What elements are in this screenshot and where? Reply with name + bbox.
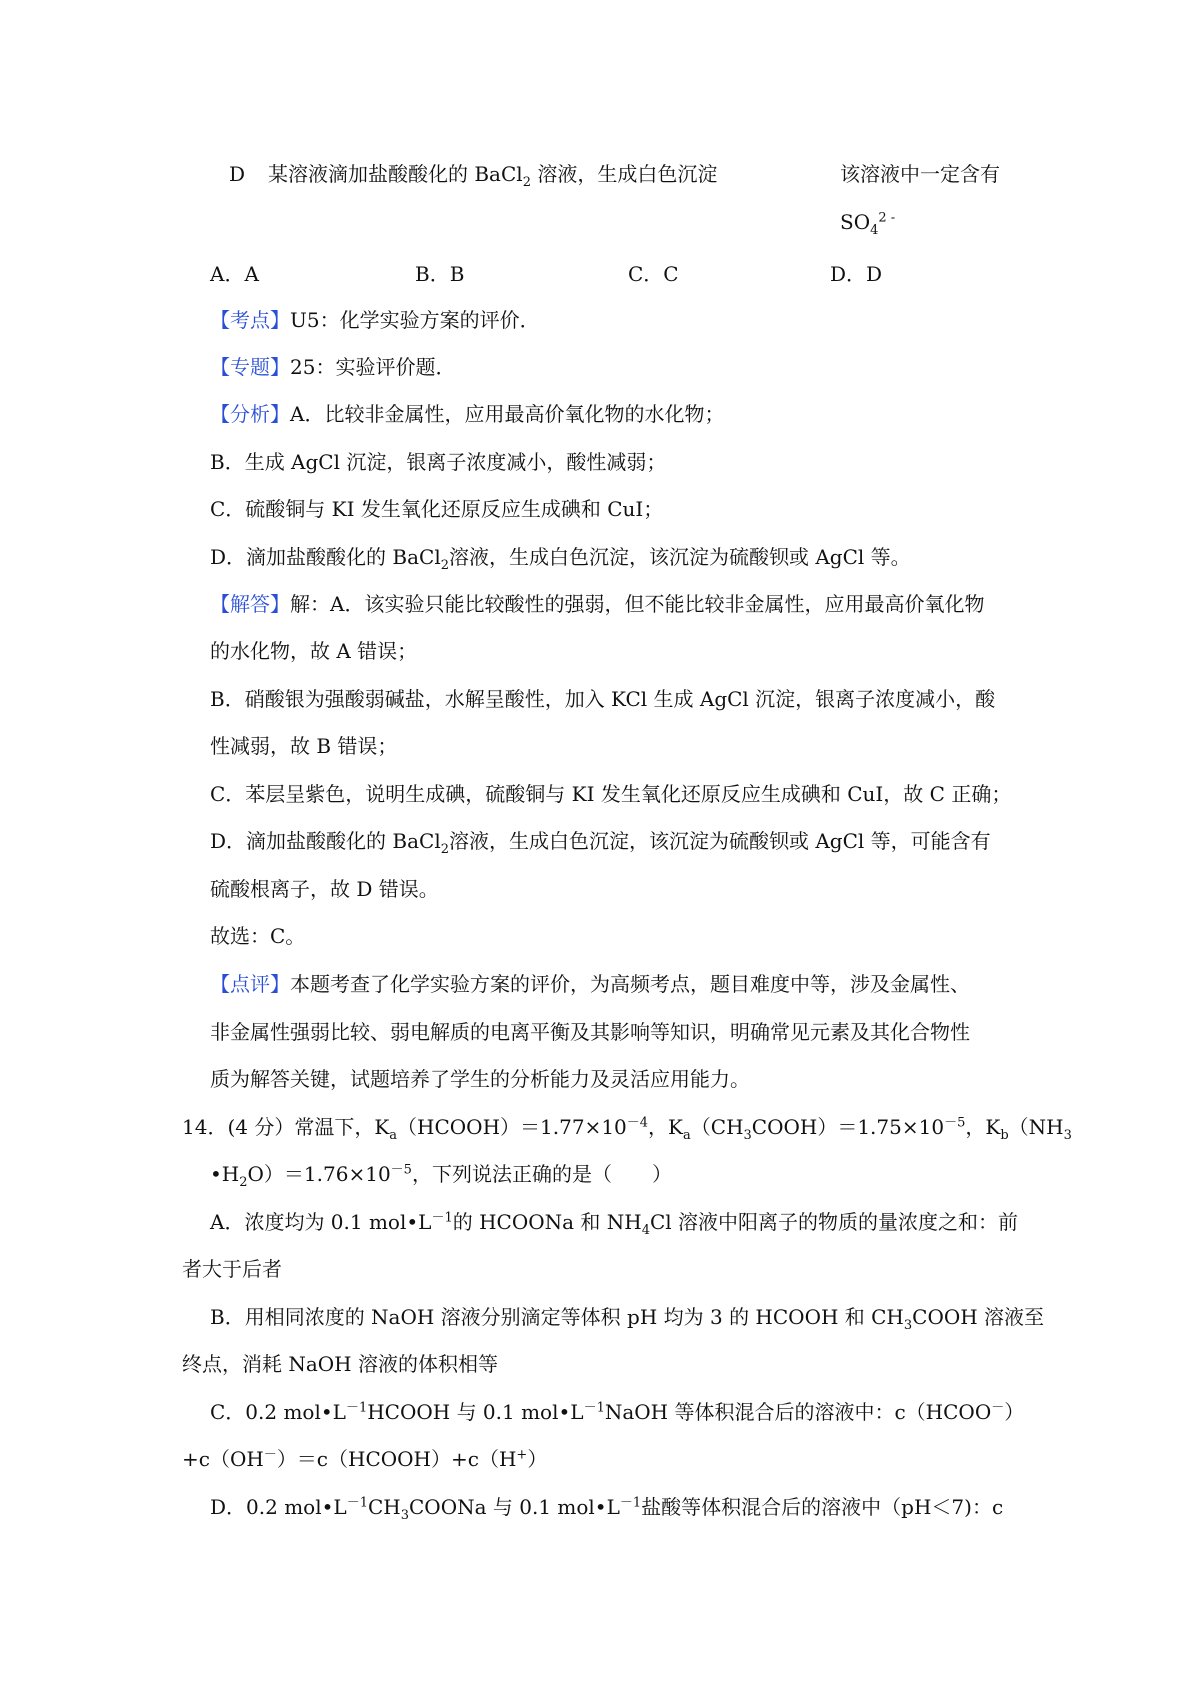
zhuanti-line: 【专题】25：实验评价题． [210, 355, 456, 379]
row-letter: D [229, 162, 246, 186]
dianping-line-3: 质为解答关键，试题培养了学生的分析能力及灵活应用能力。 [210, 1067, 750, 1091]
q14-option-a-line-2: 者大于后者 [182, 1257, 282, 1281]
fenxi-line-d: D．滴加盐酸酸化的 BaCl$_2$溶液，生成白色沉淀，该沉淀为硫酸钡或 AgCl 等。 [210, 545, 911, 573]
jieda-line-7: 硫酸根离子，故 D 错误。 [210, 877, 439, 901]
jieda-line-2: 的水化物，故 A 错误； [210, 639, 418, 663]
q14-option-c-line-2: +c（OH－）＝c（HCOOH）+c（H+） [182, 1447, 548, 1471]
choice-a: A．A [210, 262, 259, 286]
dianping-tag: 【点评】 [210, 972, 290, 996]
q14-option-b-line-1: B．用相同浓度的 NaOH 溶液分别滴定等体积 pH 均为 3 的 HCOOH 和 $CH_3COOH$ 溶液至 [210, 1305, 1045, 1333]
q14-stem-line-2: $•H_2O)=1.76\times 10^{-5}$，下列说法正确的是（ ） [210, 1162, 672, 1190]
kaodian-tag: 【考点】 [210, 308, 290, 332]
jieda-line-4: 性减弱，故 B 错误； [210, 734, 398, 758]
row-d-operation: 某溶液滴加盐酸酸化的 BaCl$_2$ 溶液，生成白色沉淀 [268, 162, 718, 190]
dianping-line-2: 非金属性强弱比较、弱电解质的电离平衡及其影响等知识，明确常见元素及其化合物性 [210, 1020, 970, 1044]
jieda-line-6: D．滴加盐酸酸化的 BaCl$_2$溶液，生成白色沉淀，该沉淀为硫酸钡或 AgCl 等，可能含有 [210, 829, 991, 857]
q14-option-d-line-1: D．0.2 $mol•L^{-1}CH_3COONa$ 与 0.1 $mol•L^{-1}$盐酸等体积混合后的溶液中（pH＜7)：c [210, 1495, 1004, 1523]
q14-option-c-line-1: C．0.2 $mol•L^{-1}HCOOH$ 与 0.1 $mol•L^{-1}NaOH$ 等体积混合后的溶液中：c（HCOO－） [210, 1400, 1025, 1424]
fenxi-line-c: C．硫酸铜与 KI 发生氧化还原反应生成碘和 CuI； [210, 497, 664, 521]
row-d-sulfate: $SO_4^{2 -}$ [840, 210, 896, 238]
jieda-line-5: C．苯层呈紫色，说明生成碘，硫酸铜与 KI 发生氧化还原反应生成碘和 CuI，故 C 正确； [210, 782, 1012, 806]
jieda-line-1: 【解答】解：A．该实验只能比较酸性的强弱，但不能比较非金属性，应用最高价氧化物 [210, 592, 985, 616]
jieda-answer: 故选：C。 [210, 924, 306, 948]
q14-stem-line-1: 14．(4 分）常温下，$K_a(HCOOH)=1.77\times 10^{-4}$，$K_a(CH_3COOH)=1.75\times 10^{-5}$，$K_b(NH_3$ [182, 1115, 1072, 1143]
jieda-line-3: B．硝酸银为强酸弱碱盐，水解呈酸性，加入 KCl 生成 AgCl 沉淀，银离子浓度减小，酸 [210, 687, 996, 711]
choice-b: B．B [415, 262, 465, 286]
table-row-d [229, 160, 245, 188]
fenxi-line-a: 【分析】A．比较非金属性，应用最高价氧化物的水化物； [210, 402, 725, 426]
q14-option-b-line-2: 终点，消耗 NaOH 溶液的体积相等 [182, 1352, 498, 1376]
choice-c: C．C [628, 262, 679, 286]
choice-d: D．D [830, 262, 883, 286]
dianping-line-1: 【点评】本题考查了化学实验方案的评价，为高频考点，题目难度中等，涉及金属性、 [210, 972, 970, 996]
row-d-conclusion: 该溶液中一定含有 [840, 162, 1000, 186]
jieda-tag: 【解答】 [210, 592, 290, 616]
fenxi-line-b: B．生成 AgCl 沉淀，银离子浓度减小，酸性减弱； [210, 450, 667, 474]
zhuanti-tag: 【专题】 [210, 355, 290, 379]
fenxi-tag: 【分析】 [210, 402, 290, 426]
kaodian-line: 【考点】U5：化学实验方案的评价． [210, 308, 540, 332]
q14-option-a-line-1: A．浓度均为 0.1 $mol•L^{-1}$的 HCOONa 和 $NH_4Cl$ 溶液中阳离子的物质的量浓度之和：前 [210, 1210, 1019, 1238]
